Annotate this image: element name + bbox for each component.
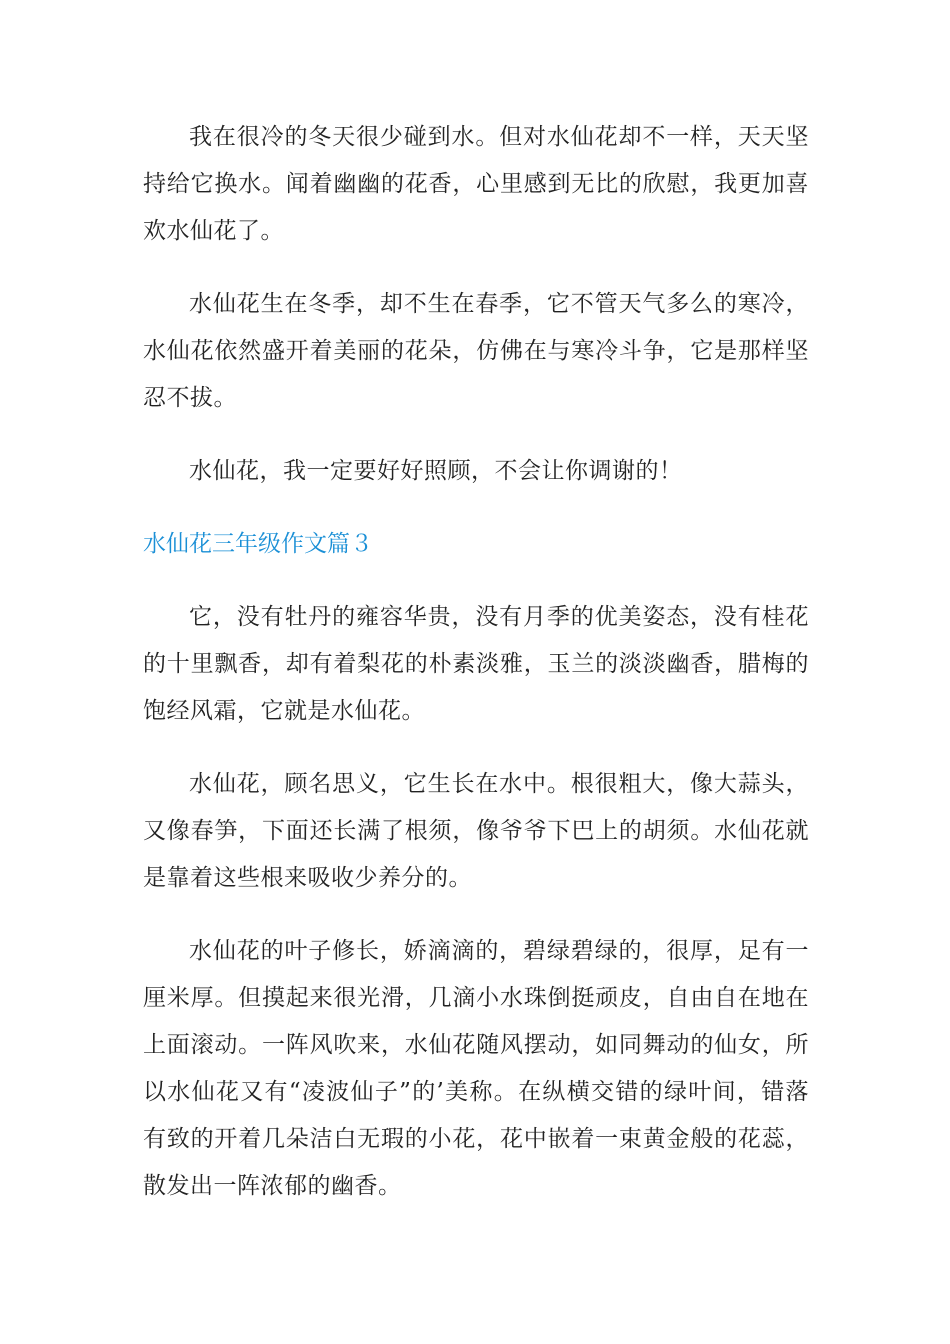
paragraph-roots: 水仙花，顾名思义，它生长在水中。根很粗大，像大蒜头，又像春笋，下面还长满了根须，像爷爷下巴上的胡须。水仙花就是靠着这些根来吸收少养分的。 <box>143 771 809 891</box>
paragraph-leaves: 水仙花的叶子修长，娇滴滴的，碧绿碧绿的，很厚，足有一厘米厚。但摸起来很光滑，几滴小水珠倒挺顽皮，自由自在地在上面滚动。一阵风吹来，水仙花随风摆动，如同舞动的仙女，所以水仙花又有“凌波仙子”的’美称。在纵横交错的绿叶间，错落有致的开着几朵洁白无瑕的小花，花中嵌着一束黄金般的花蕊，散发出一阵浓郁的幽香。 <box>143 938 809 1199</box>
paragraph-promise: 水仙花，我一定要好好照顾，不会让你调谢的！ <box>189 458 683 484</box>
section-heading: 水仙花三年级作文篇３ <box>143 531 373 557</box>
paragraph-intro: 它，没有牡丹的雍容华贵，没有月季的优美姿态，没有桂花的十里飘香，却有着梨花的朴素淡雅，玉兰的淡淡幽香，腊梅的饱经风霜，它就是水仙花。 <box>143 604 809 724</box>
paragraph-winter-bloom: 水仙花生在冬季，却不生在春季，它不管天气多么的寒冷，水仙花依然盛开着美丽的花朵，仿佛在与寒冷斗争，它是那样坚忍不拔。 <box>143 291 809 411</box>
paragraph-winter-water: 我在很冷的冬天很少碰到水。但对水仙花却不一样，天天坚持给它换水。闻着幽幽的花香，心里感到无比的欣慰，我更加喜欢水仙花了。 <box>143 124 809 244</box>
document-body <box>143 114 809 1236</box>
